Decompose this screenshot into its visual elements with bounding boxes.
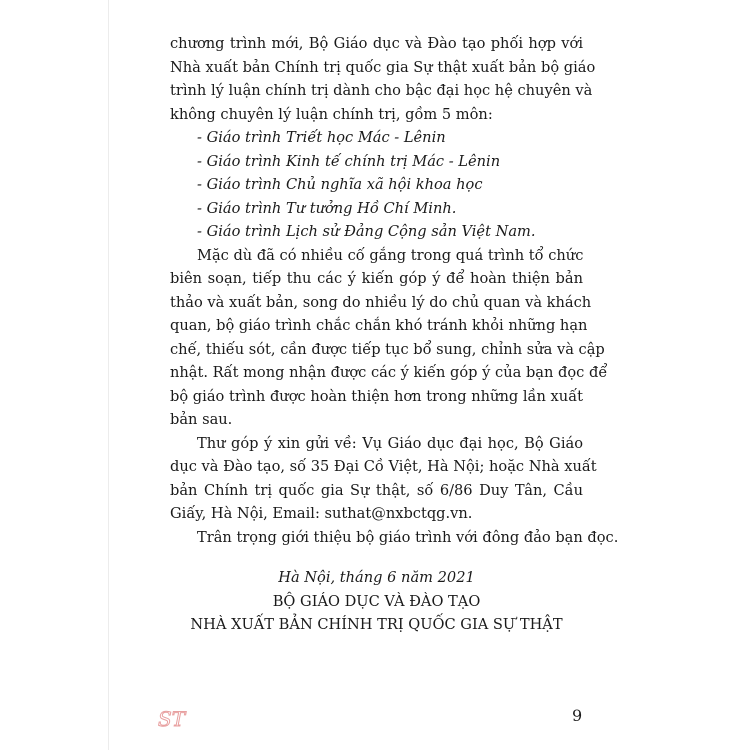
text-line: Nhà xuất bản Chính trị quốc gia Sự thật xuất bản bộ giáo bbox=[170, 58, 596, 76]
publisher-logo-icon bbox=[155, 700, 189, 734]
list-item: - Giáo trình Chủ nghĩa xã hội khoa học bbox=[197, 176, 483, 193]
page-gutter bbox=[0, 0, 109, 750]
text-line: thảo và xuất bản, song do nhiều lý do chủ quan và khách bbox=[170, 293, 592, 311]
list-item: - Giáo trình Kinh tế chính trị Mác - Lênin bbox=[197, 152, 501, 170]
place-date: Hà Nội, tháng 6 năm 2021 bbox=[278, 569, 475, 586]
text-line: không chuyên lý luận chính trị, gồm 5 môn: bbox=[170, 105, 493, 123]
text-line: trình lý luận chính trị dành cho bậc đại học hệ chuyên và bbox=[170, 82, 593, 99]
list-item: - Giáo trình Tư tưởng Hồ Chí Minh. bbox=[197, 199, 457, 217]
list-item: - Giáo trình Triết học Mác - Lênin bbox=[197, 129, 446, 146]
text-line: chế, thiếu sót, cần được tiếp tục bổ sung, chỉnh sửa và cập bbox=[170, 340, 605, 358]
text-line: dục và Đào tạo, số 35 Đại Cồ Việt, Hà Nội; hoặc Nhà xuất bbox=[170, 458, 597, 475]
list-item: - Giáo trình Lịch sử Đảng Cộng sản Việt Nam. bbox=[197, 223, 536, 240]
text-line: Giấy, Hà Nội, Email: suthat@nxbctqg.vn. bbox=[170, 505, 473, 522]
logo-text: ST bbox=[158, 707, 186, 731]
signature-org-publisher: NHÀ XUẤT BẢN CHÍNH TRỊ QUỐC GIA SỰ THẬT bbox=[190, 616, 563, 633]
text-line: bản Chính trị quốc gia Sự thật, số 6/86 Duy Tân, Cầu bbox=[170, 481, 583, 499]
paragraph-closing: Trân trọng giới thiệu bộ giáo trình với đông đảo bạn đọc. bbox=[197, 528, 619, 546]
text-line: quan, bộ giáo trình chắc chắn khó tránh khỏi những hạn bbox=[170, 317, 588, 334]
text-line: Mặc dù đã có nhiều cố gắng trong quá trình tổ chức bbox=[197, 246, 584, 264]
page-number: 9 bbox=[572, 706, 583, 725]
text-line: Thư góp ý xin gửi về: Vụ Giáo dục đại học, Bộ Giáo bbox=[197, 434, 583, 452]
text-line: biên soạn, tiếp thu các ý kiến góp ý để hoàn thiện bản bbox=[170, 270, 583, 287]
paragraph-address bbox=[170, 432, 597, 526]
paragraph-feedback bbox=[170, 244, 608, 432]
signature-block bbox=[170, 566, 583, 637]
text-line: bản sau. bbox=[170, 411, 233, 428]
text-line: chương trình mới, Bộ Giáo dục và Đào tạo phối hợp với bbox=[170, 35, 583, 52]
subject-list bbox=[170, 126, 583, 244]
signature-org-ministry: BỘ GIÁO DỤC VÀ ĐÀO TẠO bbox=[272, 592, 481, 610]
text-line: bộ giáo trình được hoàn thiện hơn trong những lần xuất bbox=[170, 387, 583, 405]
text-line: nhật. Rất mong nhận được các ý kiến góp ý của bạn đọc để bbox=[170, 364, 608, 381]
document-body bbox=[170, 32, 619, 637]
intro-paragraph bbox=[170, 32, 596, 126]
